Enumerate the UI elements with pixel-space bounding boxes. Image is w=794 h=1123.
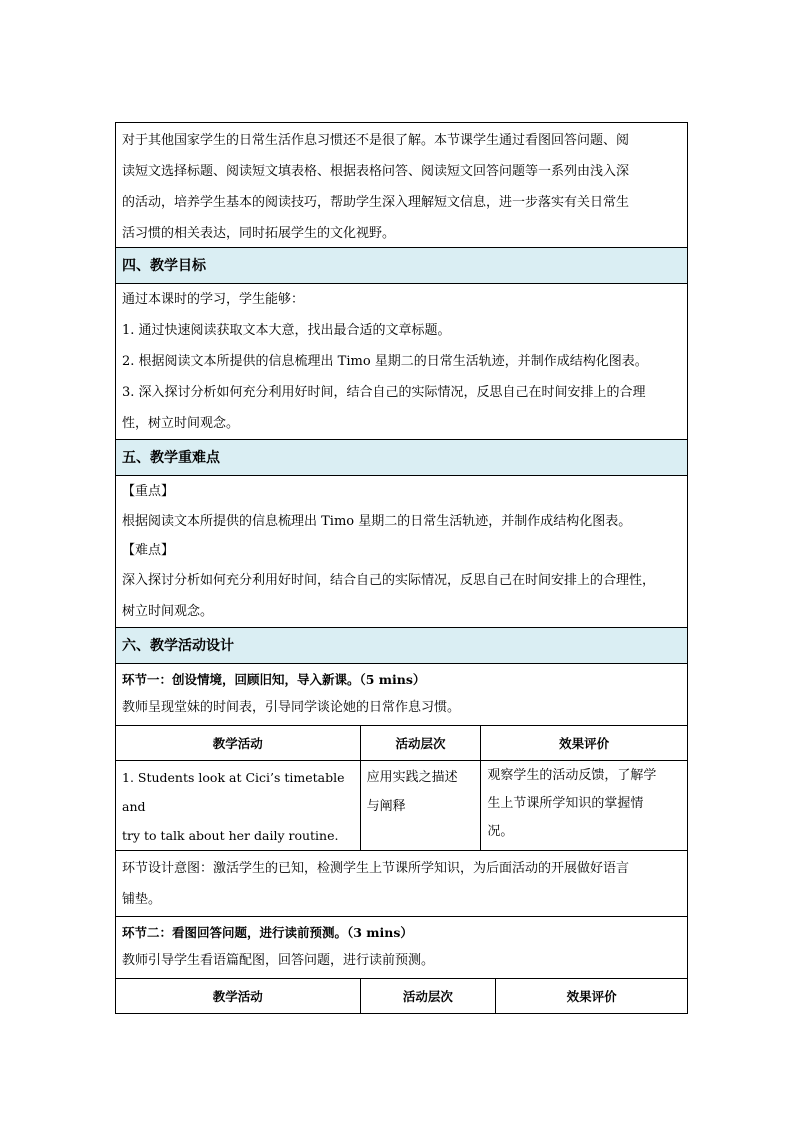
- stage2-intro: [115, 917, 688, 979]
- goals-line: 1. 通过快速阅读获取文本大意，找出最合适的文章标题。: [122, 323, 451, 338]
- stage1-desc: 教师呈现堂妹的时间表，引导同学谈论她的日常作息习惯。: [122, 700, 461, 715]
- stage1-intro: [115, 664, 688, 726]
- goals-section: [115, 284, 688, 440]
- goals-line: 通过本课时的学习，学生能够：: [122, 292, 305, 307]
- goals-line: 2. 根据阅读文本所提供的信息梳理出 Timo 星期二的日常生活轨迹，并制作成结构化图表。: [122, 354, 648, 369]
- stage1-intent: [115, 851, 688, 917]
- row-eval-line: 观察学生的活动反馈，了解学: [487, 768, 657, 783]
- goals-line: 性，树立时间观念。: [122, 416, 240, 431]
- row-eval-line: 况。: [487, 824, 514, 839]
- difficult-line: 深入探讨分析如何充分利用好时间，结合自己的实际情况，反思自己在时间安排上的合理性，: [122, 573, 656, 588]
- stage2-title: 环节二：看图回答问题，进行读前预测。（3 mins）: [122, 925, 413, 940]
- col-activity: 教学活动: [116, 979, 361, 1014]
- keypoints-heading: 五、教学重难点: [115, 440, 688, 476]
- row-level-cell: [360, 761, 481, 851]
- goals-heading: 四、教学目标: [115, 248, 688, 284]
- stage2-table: [115, 979, 688, 1014]
- row-eval-line: 生上节课所学知识的掌握情: [487, 796, 644, 811]
- intro-line: 读短文选择标题、阅读短文填表格、根据表格问答、阅读短文回答问题等一系列由浅入深: [122, 164, 630, 179]
- row-level-line: 与阐释: [366, 799, 406, 814]
- col-eval: 效果评价: [496, 979, 688, 1014]
- goals-line: 3. 深入探讨分析如何充分利用好时间，结合自己的实际情况，反思自己在时间安排上的合理: [122, 385, 646, 400]
- col-level: 活动层次: [360, 979, 496, 1014]
- col-level: 活动层次: [360, 726, 481, 761]
- lesson-plan-table: [115, 122, 688, 1014]
- row-activity-line: 1. Students look at Cici’s timetable and: [122, 770, 345, 814]
- col-eval: 效果评价: [481, 726, 688, 761]
- stage1-intent-line: 环节设计意图：激活学生的已知，检测学生上节课所学知识，为后面活动的开展做好语言: [122, 861, 630, 876]
- intro-line: 活习惯的相关表达，同时拓展学生的文化视野。: [122, 226, 396, 241]
- stage2-desc: 教师引导学生看语篇配图，回答问题，进行读前预测。: [122, 953, 435, 968]
- intro-section: [115, 122, 688, 248]
- row-activity-line: try to talk about her daily routine.: [122, 828, 339, 843]
- col-activity: 教学活动: [116, 726, 361, 761]
- difficult-label: 【难点】: [122, 543, 175, 558]
- row-activity-cell: [116, 761, 361, 851]
- intro-line: 对于其他国家学生的日常生活作息习惯还不是很了解。本节课学生通过看图回答问题、阅: [122, 133, 630, 148]
- difficult-line: 树立时间观念。: [122, 604, 214, 619]
- row-level-line: 应用实践之描述: [366, 770, 458, 785]
- key-label: 【重点】: [122, 484, 175, 499]
- row-eval-cell: [481, 761, 688, 851]
- stage1-intent-line: 铺垫。: [122, 892, 162, 907]
- key-text: 根据阅读文本所提供的信息梳理出 Timo 星期二的日常生活轨迹，并制作成结构化图表。: [122, 514, 632, 529]
- stage1-title: 环节一：创设情境，回顾旧知，导入新课。（5 mins）: [122, 672, 426, 687]
- activities-heading: 六、教学活动设计: [115, 628, 688, 664]
- keypoints-section: [115, 476, 688, 628]
- stage1-table: [115, 726, 688, 851]
- intro-line: 的活动，培养学生基本的阅读技巧，帮助学生深入理解短文信息，进一步落实有关日常生: [122, 195, 630, 210]
